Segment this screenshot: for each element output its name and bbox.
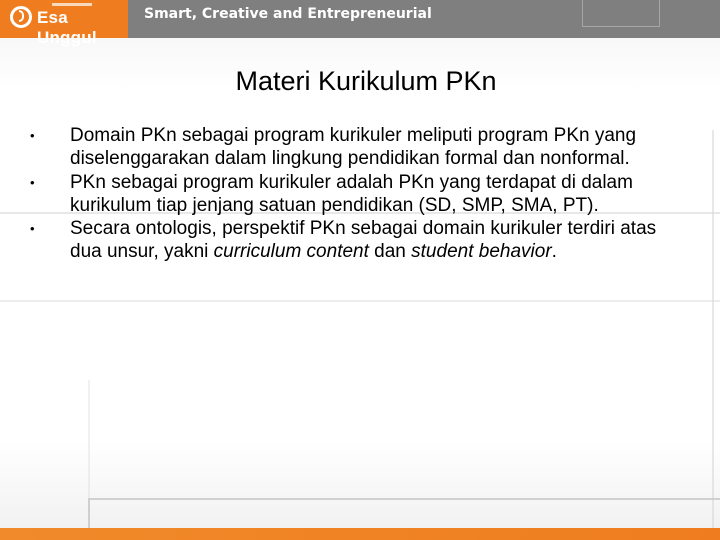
- bullet-italic-term: curriculum content: [213, 241, 369, 263]
- slide-title: Materi Kurikulum PKn: [235, 66, 497, 96]
- bullet-text: Domain PKn sebagai program kurikuler meliputi program PKn yang diselenggarakan dalam lingkung pendidikan formal dan nonformal.: [70, 125, 637, 170]
- bullet-text: .: [551, 241, 557, 263]
- bullet-text: dan: [368, 241, 412, 263]
- bullet-marker: •: [30, 128, 35, 143]
- header-bar: [0, 0, 720, 47]
- footer-accent-bar: [0, 528, 720, 540]
- header-decoration-box: [582, 0, 660, 27]
- decorative-line: [712, 130, 714, 530]
- tagline: Smart, Creative and Entrepreneurial: [144, 6, 432, 22]
- bullet-italic-term: student behavior: [411, 241, 552, 263]
- footer-decoration-box: [88, 498, 720, 528]
- bullet-item: [30, 217, 690, 264]
- bullet-marker: •: [30, 221, 35, 237]
- logo-text: Esa Unggul: [37, 8, 97, 47]
- bullet-text: PKn sebagai program kurikuler adalah PKn yang terdapat di dalam kurikulum tiap jenjang satuan pendidikan (SD, SMP, SMA, PT).: [70, 171, 633, 216]
- bullet-list: [30, 124, 690, 264]
- decorative-line: [0, 300, 720, 302]
- bullet-text: Secara ontologis, perspektif PKn sebagai domain kurikuler terdiri atas dua unsur, yakni: [70, 218, 657, 263]
- university-emblem-icon: [10, 6, 32, 28]
- logo: [0, 0, 128, 47]
- bullet-marker: •: [30, 174, 35, 190]
- bullet-item: [30, 171, 690, 218]
- logo-decoration: [52, 3, 92, 6]
- bullet-item: [30, 124, 690, 171]
